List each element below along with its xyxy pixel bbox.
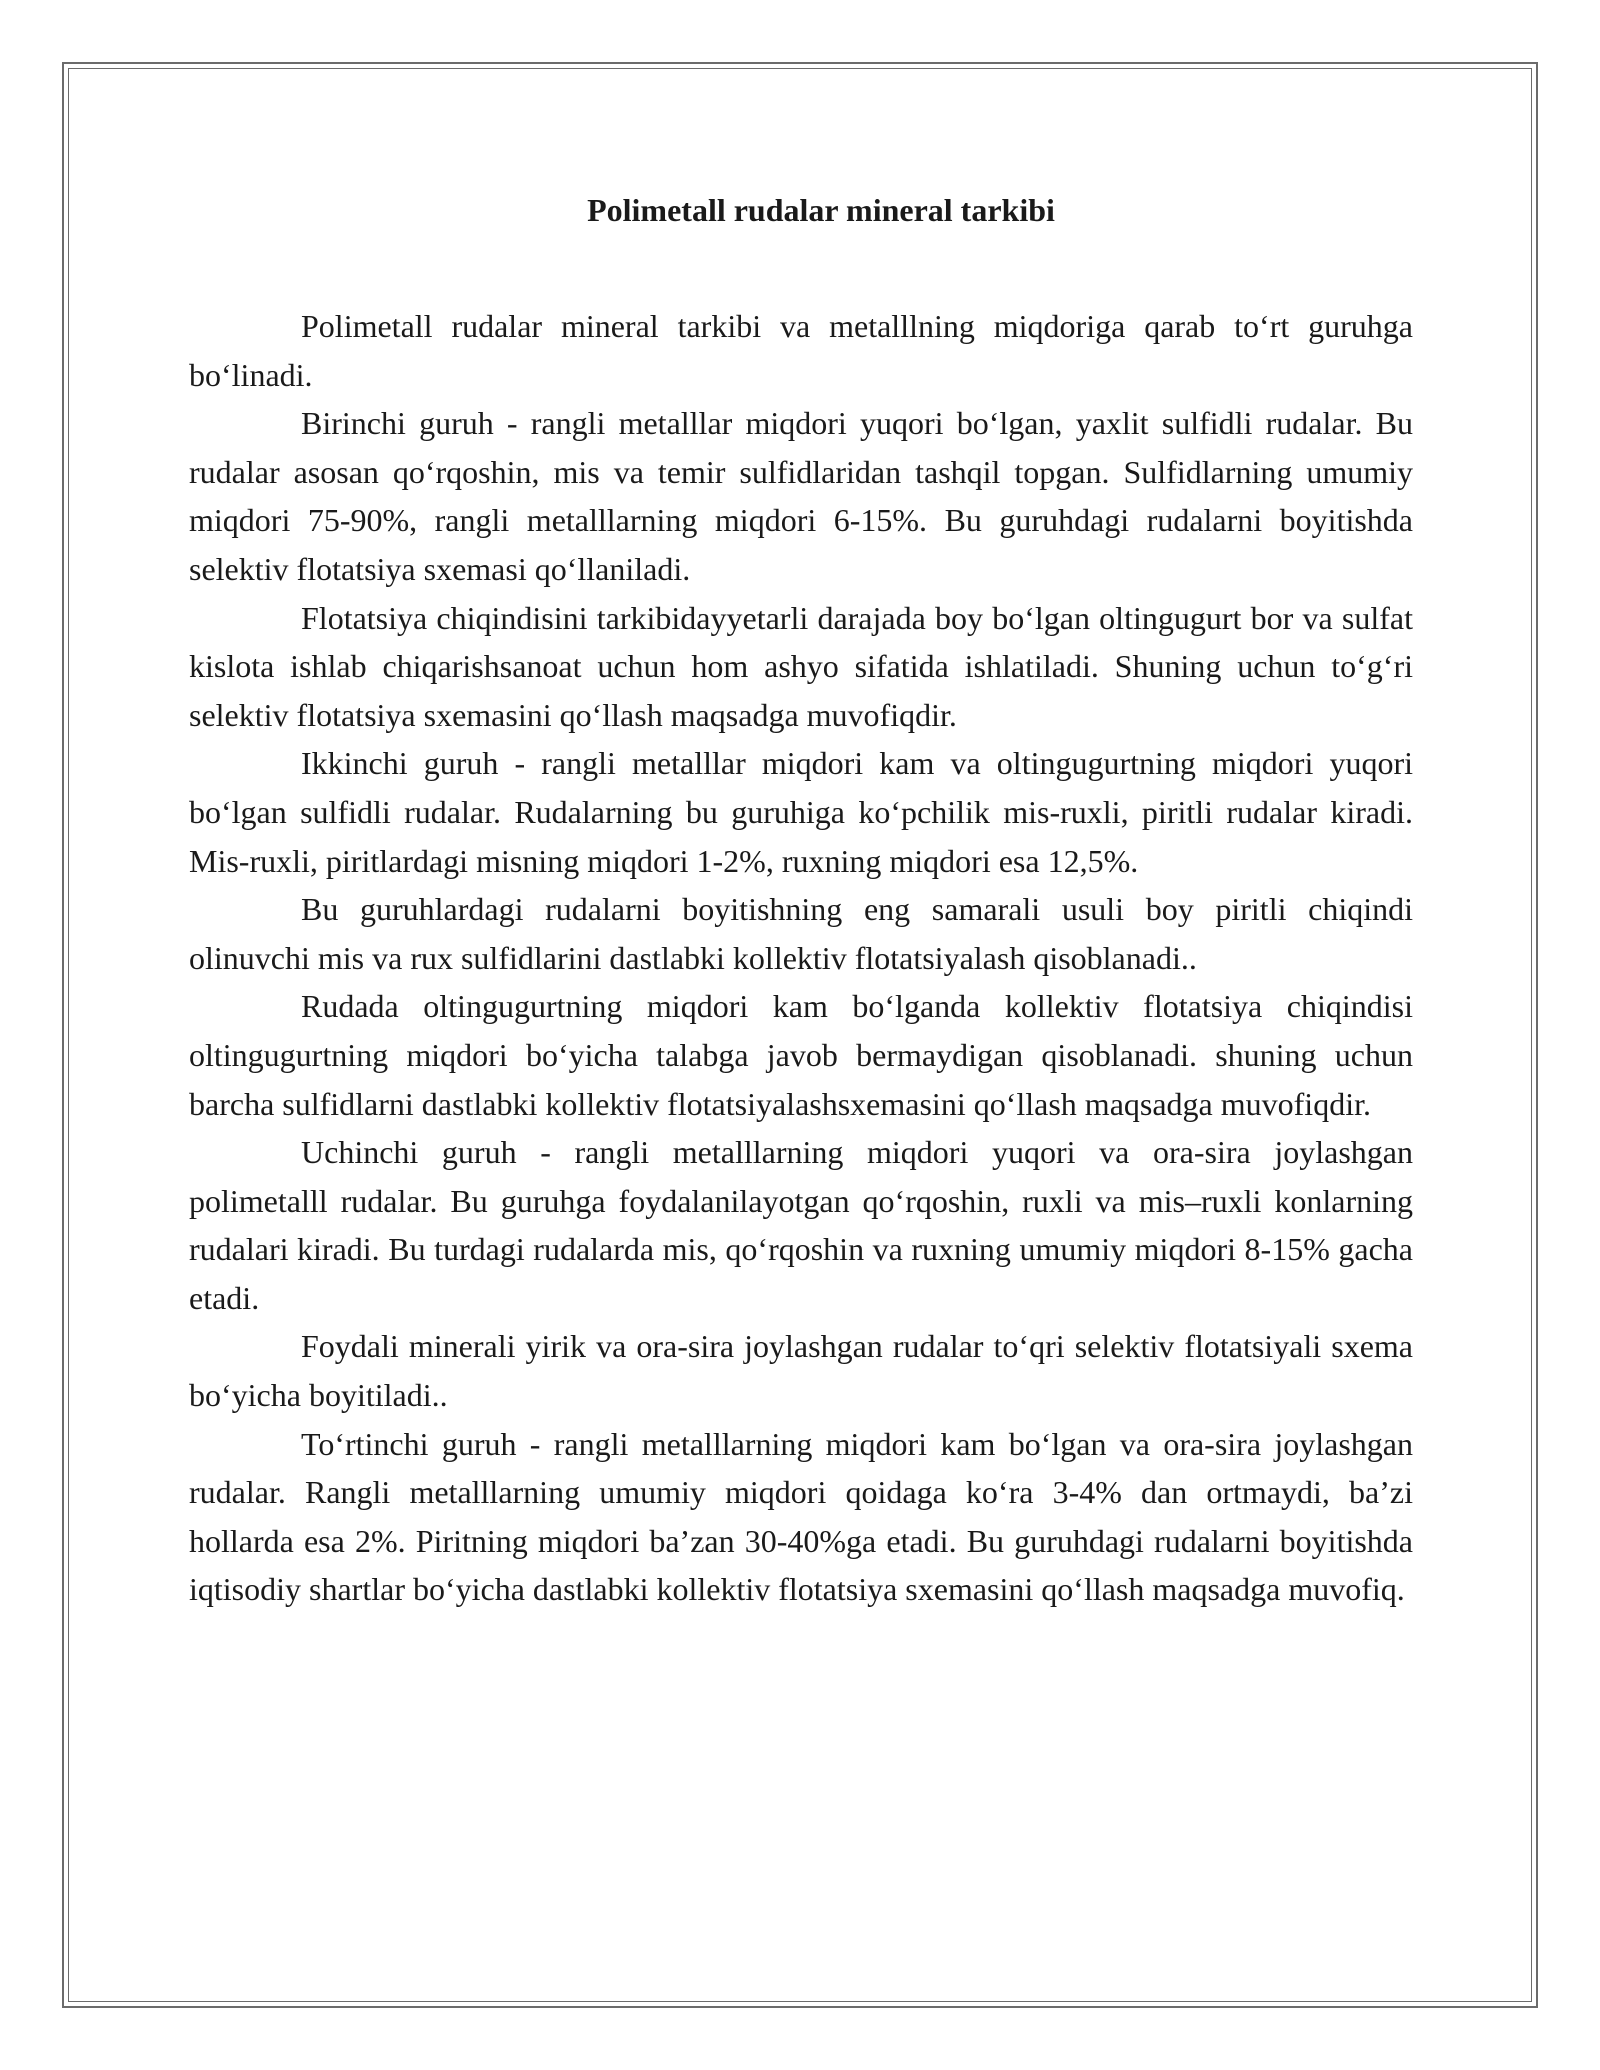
document-body [189,188,1413,1614]
page-title: Polimetall rudalar mineral tarkibi [587,192,1055,228]
paragraph-group-one: Birinchi guruh - rangli metalllar miqdori yuqori bo‘lgan, yaxlit sulfidli rudalar. Bu rudalar asosan qo‘rqoshin, mis va temir sulfidlaridan tashqil topgan. Sulfidlarning umumiy miqdori 75-90%, rangli metalllarning miqdori 6-15%. Bu guruhdagi rudalarni boyitishda selektiv flotatsiya sxemasi qo‘llaniladi. [189,405,1413,587]
paragraph-group-two-method: Bu guruhlardagi rudalarni boyitishning eng samarali usuli boy piritli chiqindi olinuvchi mis va rux sulfidlarini dastlabki kollektiv flotatsiyalash qisoblanadi.. [189,891,1413,976]
paragraph-group-three-method: Foydali minerali yirik va ora-sira joylashgan rudalar to‘qri selektiv flotatsiyali sxema bo‘yicha boyitiladi.. [189,1328,1413,1414]
paragraph-low-sulfur: Rudada oltingugurtning miqdori kam bo‘lganda kollektiv flotatsiya chiqindisi oltingugurtning miqdori bo‘yicha talabga javob bermaydigan qisoblanadi. shuning uchun barcha sulfidlarni dastlabki kollektiv flotatsiyalashsxemasini qo‘llash maqsadga muvofiqdir. [189,988,1413,1122]
paragraph-flotation-waste: Flotatsiya chiqindisini tarkibidayyetarli darajada boy bo‘lgan oltingugurt bor va sulfat kislota ishlab chiqarishsanoat uchun hom ashyo sifatida ishlatiladi. Shuning uchun to‘g‘ri selektiv flotatsiya sxemasini qo‘llash maqsadga muvofiqdir. [189,599,1413,733]
paragraph-group-three: Uchinchi guruh - rangli metalllarning miqdori yuqori va ora-sira joylashgan polimetalll rudalar. Bu guruhga foydalanilayotgan qo‘rqoshin, ruxli va mis–ruxli konlarning rudalari kiradi. Bu turdagi rudalarda mis, qo‘rqoshin va ruxning umumiy miqdori 8-15% gacha etadi. [189,1134,1413,1316]
paragraph-group-two: Ikkinchi guruh - rangli metalllar miqdori kam va oltingugurtning miqdori yuqori bo‘lgan sulfidli rudalar. Rudalarning bu guruhiga ko‘pchilik mis-ruxli, piritli rudalar kiradi. Mis-ruxli, piritlardagi misning miqdori 1-2%, ruxning miqdori esa 12,5%. [189,745,1413,879]
paragraph-group-four: To‘rtinchi guruh - rangli metalllarning miqdori kam bo‘lgan va ora-sira joylashgan rudalar. Rangli metalllarning umumiy miqdori qoidaga ko‘ra 3-4% dan ortmaydi, ba’zi hollarda esa 2%. Piritning miqdori ba’zan 30-40%ga etadi. Bu guruhdagi rudalarni boyitishda iqtisodiy shartlar bo‘yicha dastlabki kollektiv flotatsiya sxemasini qo‘llash maqsadga muvofiq. [189,1425,1413,1608]
paragraph-intro: Polimetall rudalar mineral tarkibi va metalllning miqdoriga qarab to‘rt guruhga bo‘linadi. [189,308,1413,393]
